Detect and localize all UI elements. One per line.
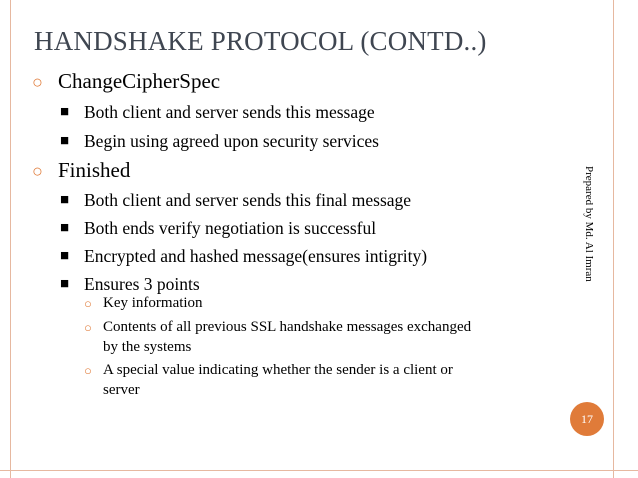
bullet-l3-item: Contents of all previous SSL handshake messages exchanged: [103, 319, 472, 335]
author-side-text: Prepared by Md. Al Imran: [583, 166, 595, 282]
bullet-l1-change-cipher-spec: ChangeCipherSpec: [58, 69, 221, 93]
bullet-l2-item: Both client and server sends this final message: [84, 190, 412, 210]
bullet-l3-item-continuation: server: [103, 382, 140, 398]
bullet-l2-item: Encrypted and hashed message(ensures intigrity): [84, 246, 428, 266]
bullet-l3-icon: ○: [84, 296, 92, 311]
left-border-line: [10, 0, 11, 478]
bullet-l2-icon: ■: [60, 133, 70, 149]
bullet-l3-item: Key information: [103, 295, 203, 311]
bullet-l2-icon: ■: [60, 248, 70, 264]
bullet-l2-item: Both client and server sends this message: [84, 102, 375, 122]
page-number-badge: 17: [570, 402, 604, 436]
bullet-l3-icon: ○: [84, 363, 92, 378]
bullet-l2-item: Ensures 3 points: [84, 274, 200, 294]
bullet-l3-item: A special value indicating whether the sender is a client or: [103, 362, 453, 378]
bullet-l1-icon: ○: [32, 161, 43, 181]
bullet-l2-icon: ■: [60, 220, 70, 236]
bullet-l1-finished: Finished: [58, 158, 131, 182]
bullet-l2-item: Both ends verify negotiation is successful: [84, 218, 377, 238]
bullet-l2-icon: ■: [60, 104, 70, 120]
bullet-l2-icon: ■: [60, 276, 70, 292]
bullet-l3-item-continuation: by the systems: [103, 339, 192, 355]
bullet-l2-item: Begin using agreed upon security services: [84, 131, 379, 151]
bullet-l3-icon: ○: [84, 320, 92, 335]
right-border-line: [613, 0, 614, 478]
slide-title: HANDSHAKE PROTOCOL (CONTD..): [34, 26, 487, 56]
bottom-border-line: [0, 470, 638, 471]
bullet-l1-icon: ○: [32, 72, 43, 92]
bullet-l2-icon: ■: [60, 192, 70, 208]
